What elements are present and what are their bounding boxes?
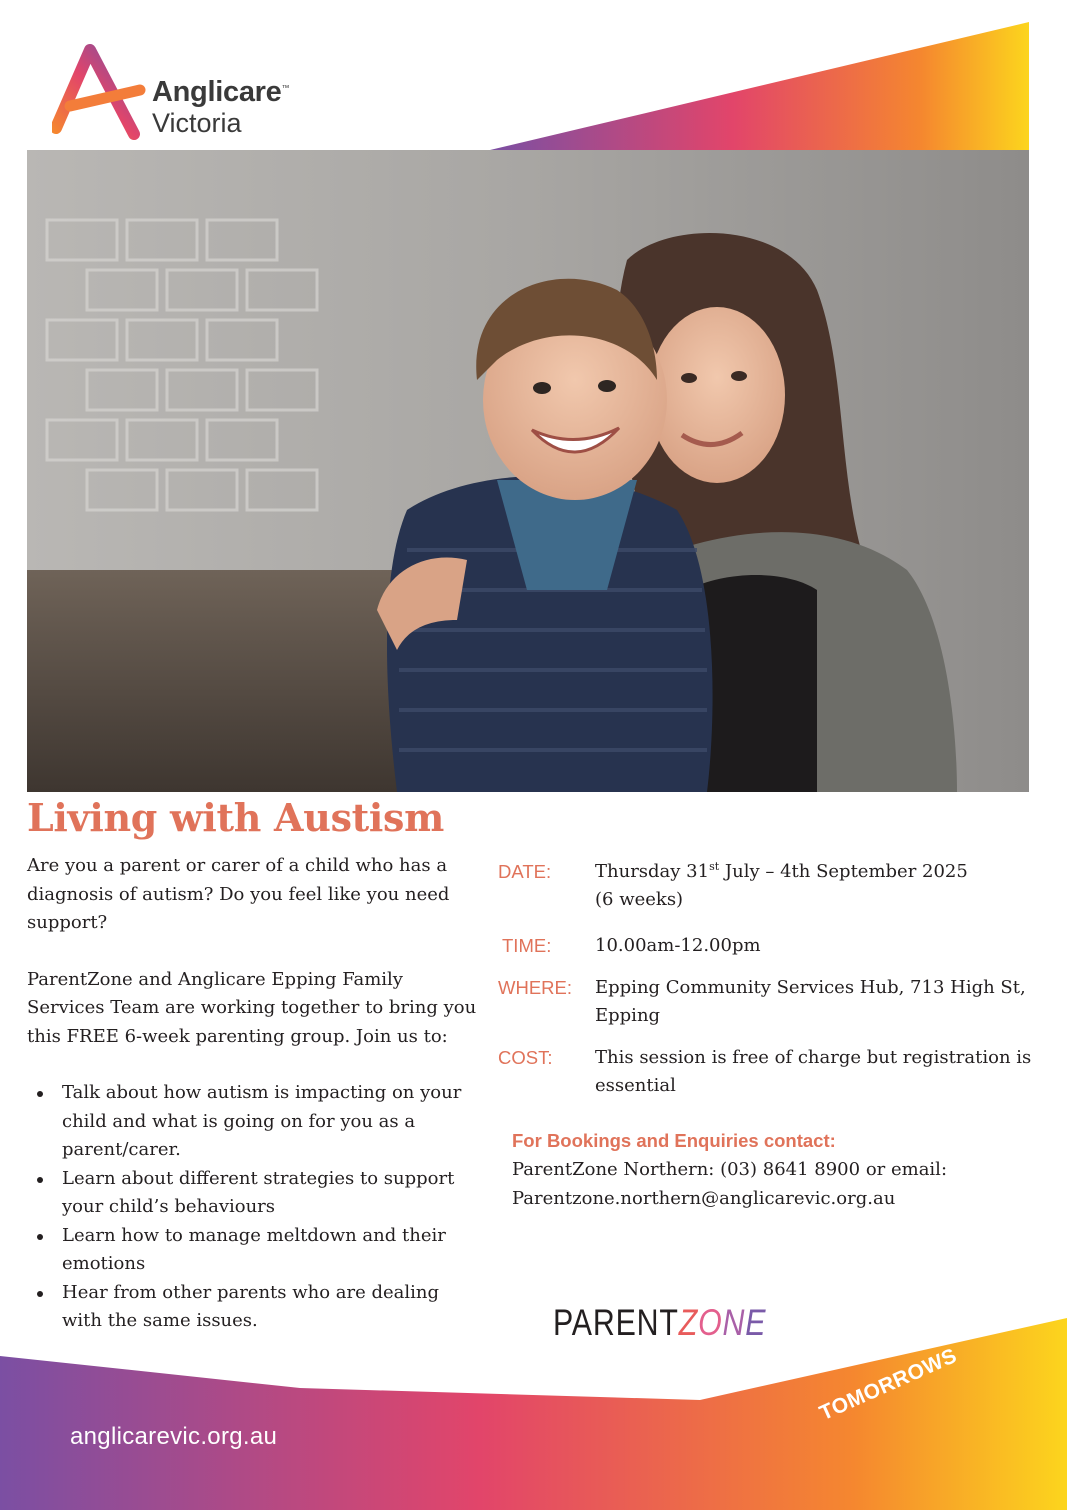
time-row (498, 932, 1043, 960)
time-value: 10.00am-12.00pm (595, 935, 761, 956)
list-item: Learn about different strategies to support your child’s behaviours (27, 1165, 477, 1222)
hero-photo-mother-and-son (27, 150, 1029, 792)
intro-question: Are you a parent or carer of a child who has a diagnosis of autism? Do you feel like you need support? (27, 855, 450, 933)
footer-tagline: TOMORROWS (816, 1344, 961, 1426)
cost-label: COST: (498, 1047, 553, 1068)
event-details (498, 858, 1043, 1114)
list-item: Learn how to manage meltdown and their emotions (27, 1222, 477, 1279)
contact-phone[interactable]: ParentZone Northern: (03) 8641 8900 or email: (512, 1159, 948, 1180)
date-value: Thursday 31st July – 4th September 2025 (6 weeks) (595, 860, 968, 910)
footer-website-link[interactable]: anglicarevic.org.au (70, 1423, 278, 1450)
contact-block (512, 1126, 1052, 1213)
intro-description: ParentZone and Anglicare Epping Family Services Team are working together to bring you this FREE 6-week parenting group. Join us to: (27, 968, 477, 1047)
contact-email-link[interactable]: Parentzone.northern@anglicarevic.org.au (512, 1188, 896, 1209)
parentzone-logo[interactable]: PARENTZONE (553, 1302, 767, 1343)
intro-column (27, 852, 477, 1336)
where-row (498, 974, 1043, 1030)
time-label: TIME: (502, 935, 552, 956)
cost-row (498, 1044, 1043, 1100)
anglicare-a-mark-icon (52, 44, 147, 140)
cost-value: This session is free of charge but registration is essential (595, 1047, 1032, 1096)
benefits-list (27, 1079, 477, 1336)
list-item: Talk about how autism is impacting on your child and what is going on for you as a parent/carer. (27, 1079, 477, 1165)
bottom-gradient-band (0, 1310, 1067, 1510)
date-row (498, 858, 1043, 914)
list-item: Hear from other parents who are dealing with the same issues. (27, 1279, 477, 1336)
date-label: DATE: (498, 861, 552, 882)
page-title: Living with Austism (27, 795, 445, 840)
anglicare-logo[interactable] (52, 44, 332, 140)
contact-heading: For Bookings and Enquiries contact: (512, 1130, 836, 1151)
where-value: Epping Community Services Hub, 713 High St, Epping (595, 977, 1026, 1026)
logo-name-line2: Victoria (152, 108, 242, 138)
logo-name-line1: Anglicare™ (152, 76, 290, 108)
where-label: WHERE: (498, 977, 572, 998)
